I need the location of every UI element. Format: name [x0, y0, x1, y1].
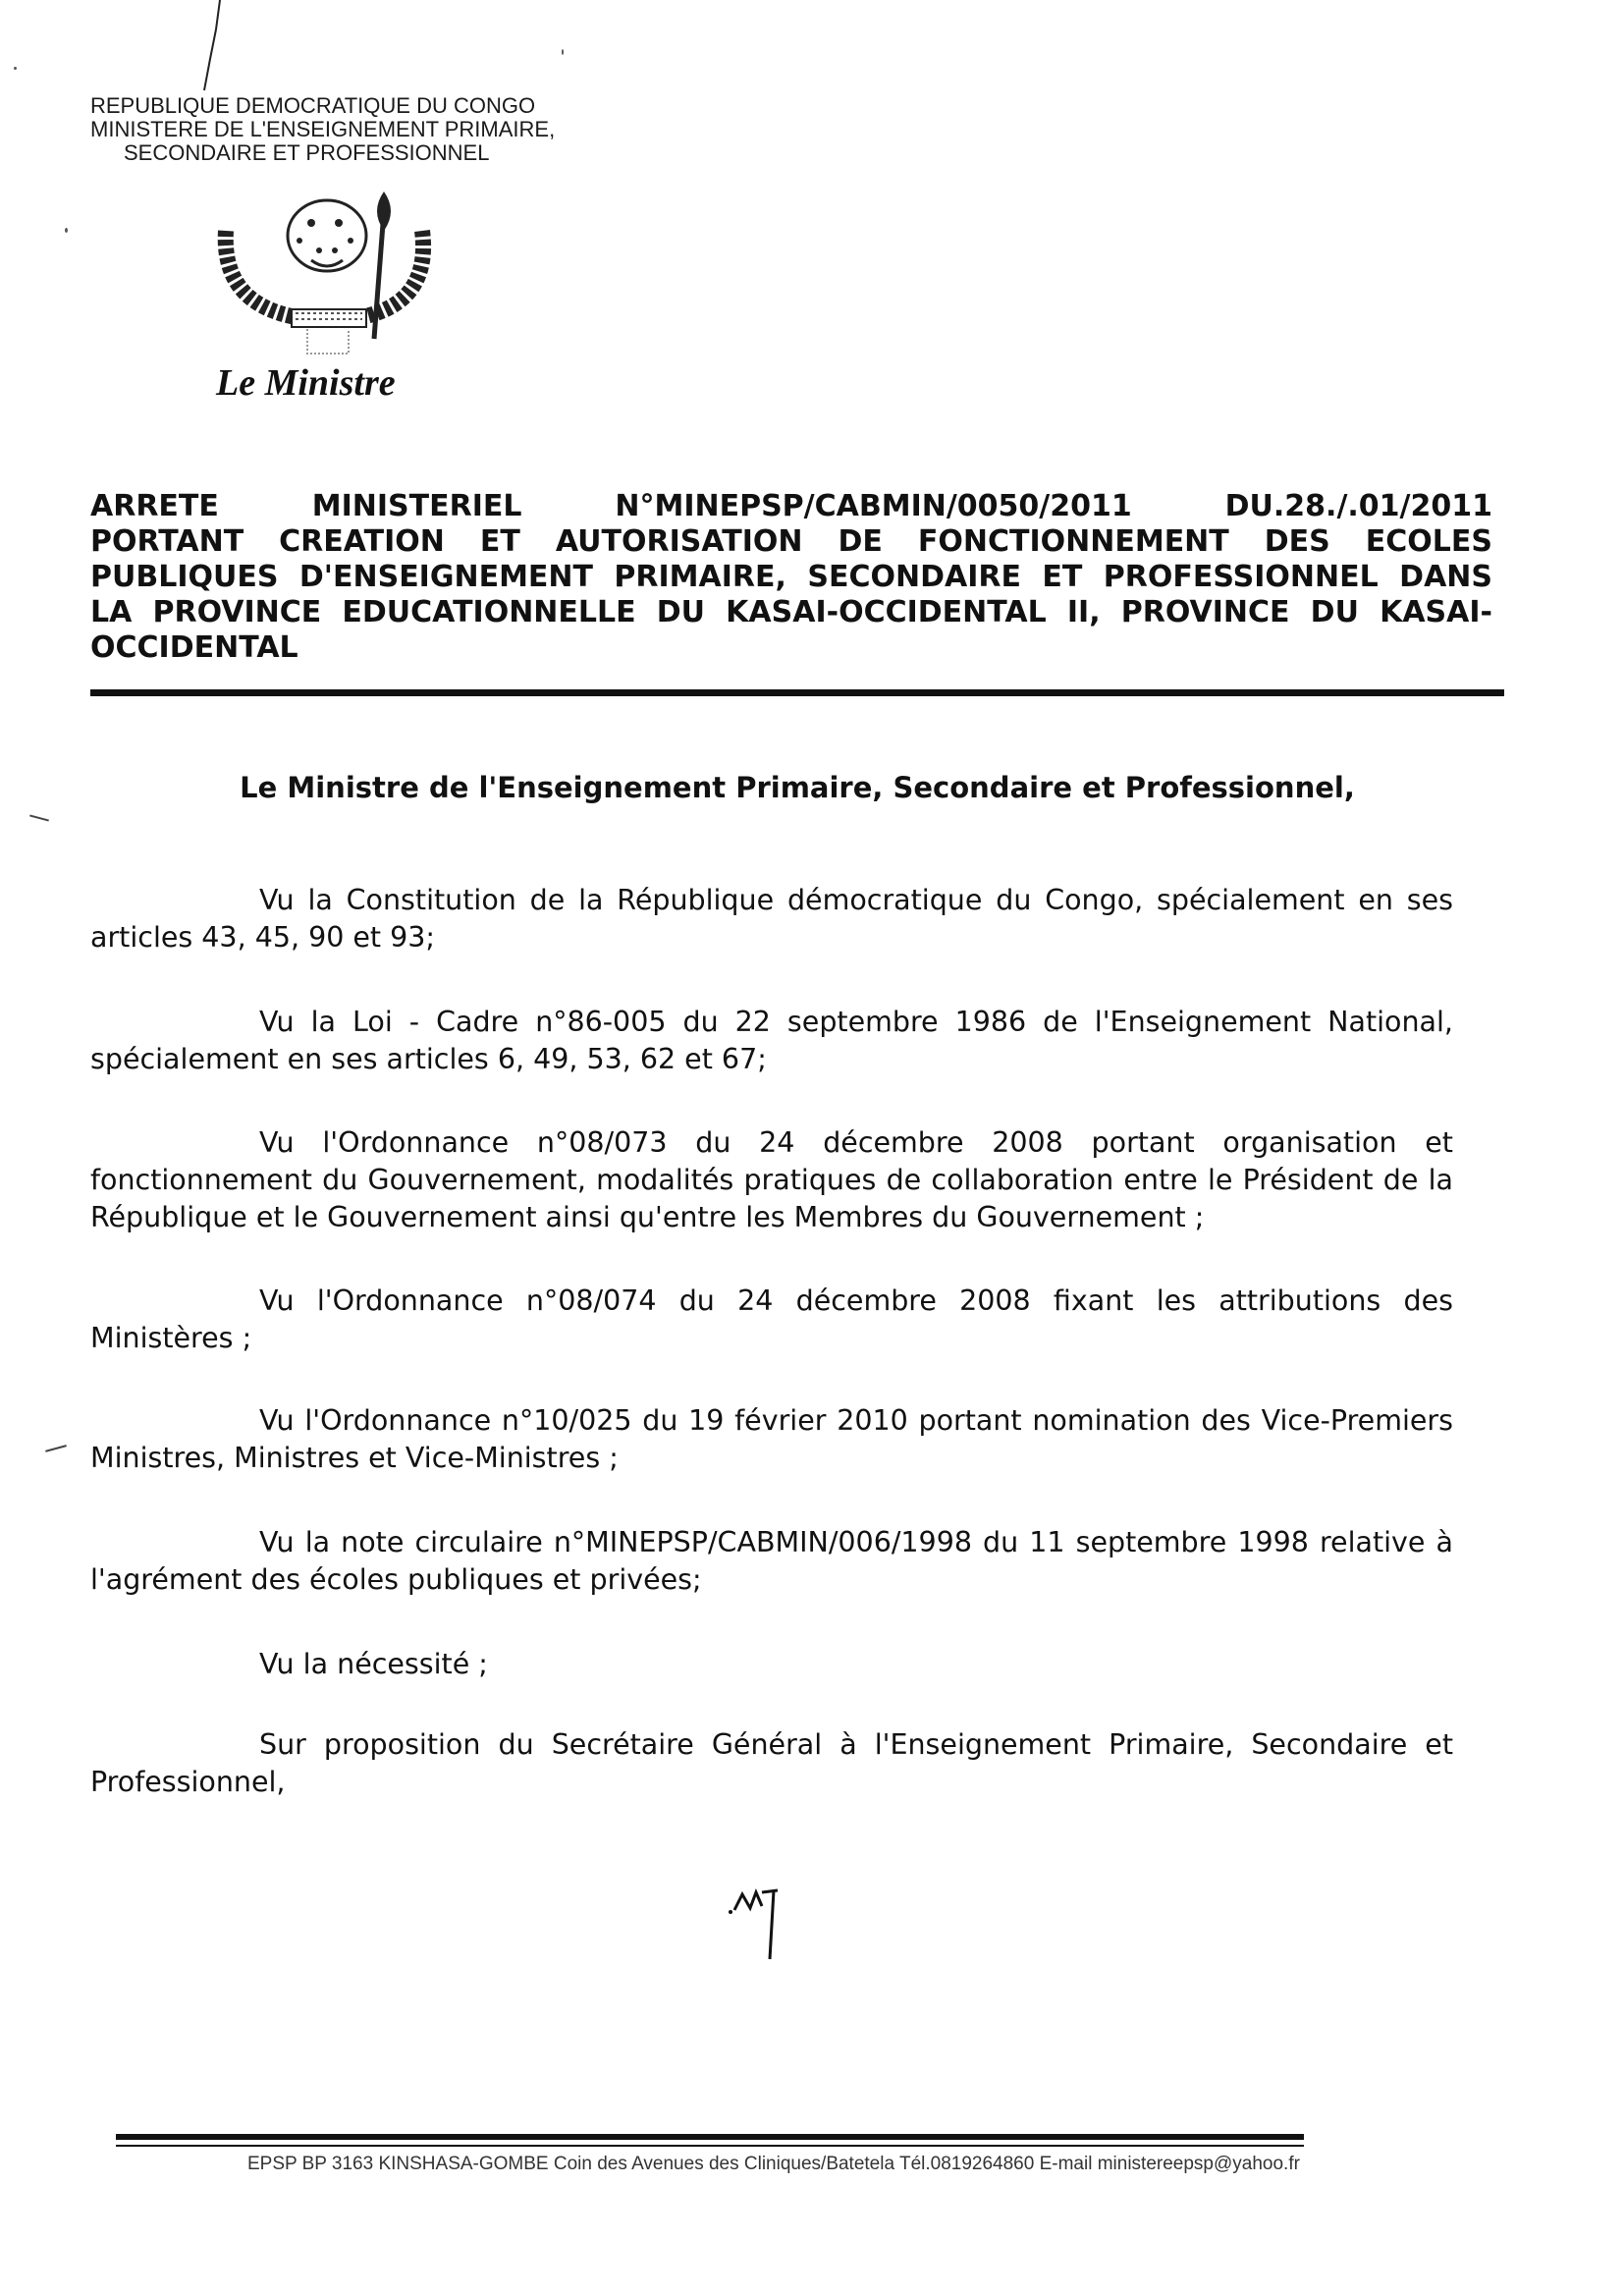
initials-mark — [727, 1881, 815, 1969]
minister-signature-label: Le Ministre — [216, 362, 396, 404]
preamble: Le Ministre de l'Enseignement Primaire, Secondaire et Professionnel, — [240, 771, 1355, 804]
scan-speck — [562, 49, 564, 55]
decree-number-line — [90, 489, 1492, 524]
title-divider — [90, 689, 1504, 696]
decree-subject-line: PORTANT CREATION ET AUTORISATION DE FONCTIONNEMENT DES ECOLES — [90, 524, 1492, 559]
scan-speck — [14, 67, 17, 70]
letterhead-country: REPUBLIQUE DEMOCRATIQUE DU CONGO — [90, 93, 536, 118]
decree-title — [90, 489, 1492, 666]
decree-date: DU.28./.01/2011 — [1224, 489, 1492, 523]
scan-dash — [29, 814, 49, 821]
recital-paragraph: Vu la Loi - Cadre n°86-005 du 22 septembre 1986 de l'Enseignement National, spécialement en ses articles 6, 49, 53, 62 et 67; — [90, 1006, 1453, 1075]
letterhead-ministry: MINISTERE DE L'ENSEIGNEMENT PRIMAIRE, — [90, 117, 556, 141]
recital-paragraph: Vu l'Ordonnance n°08/073 du 24 décembre 2008 portant organisation et fonctionnement du Gouvernement, modalités pratiques de collaboration entre le Président de la République et le Gouvernement ainsi qu'entre les Membres du Gouvernement ; — [90, 1126, 1453, 1233]
recital-paragraph: Vu l'Ordonnance n°10/025 du 19 février 2010 portant nomination des Vice-Premiers Ministres, Ministres et Vice-Ministres ; — [90, 1404, 1453, 1474]
footer-rule-thin — [116, 2145, 1304, 2147]
coat-of-arms-icon — [201, 191, 457, 358]
decree-type-word: ARRETE — [90, 489, 219, 523]
recital-paragraph: Vu la note circulaire n°MINEPSP/CABMIN/006/1998 du 11 septembre 1998 relative à l'agrément des écoles publiques et privées; — [90, 1526, 1453, 1596]
decree-number: N°MINEPSP/CABMIN/0050/2011 — [615, 489, 1132, 523]
decree-type-word-2: MINISTERIEL — [311, 489, 522, 523]
scan-speck — [65, 228, 68, 233]
footer-rule-thick — [116, 2134, 1304, 2140]
recital-paragraph: Vu la nécessité ; — [259, 1648, 488, 1680]
recital-paragraph: Vu l'Ordonnance n°08/074 du 24 décembre 2008 fixant les attributions des Ministères ; — [90, 1284, 1453, 1354]
recital-paragraph: Vu la Constitution de la République démocratique du Congo, spécialement en ses articles 43, 45, 90 et 93; — [90, 884, 1453, 954]
scan-dash — [45, 1445, 67, 1452]
decree-subject-line: OCCIDENTAL — [90, 630, 298, 665]
recital-paragraph: Sur proposition du Secrétaire Général à l'Enseignement Primaire, Secondaire et Professionnel, — [90, 1728, 1453, 1798]
letterhead-ministry-cont: SECONDAIRE ET PROFESSIONNEL — [124, 140, 490, 165]
decree-subject-line: LA PROVINCE EDUCATIONNELLE DU KASAI-OCCIDENTAL II, PROVINCE DU KASAI- — [90, 595, 1492, 629]
letterhead — [90, 94, 555, 165]
footer-address: EPSP BP 3163 KINSHASA-GOMBE Coin des Avenues des Cliniques/Batetela Tél.0819264860 E-mail ministereepsp@yahoo.fr — [247, 2154, 1300, 2174]
decree-subject-line: PUBLIQUES D'ENSEIGNEMENT PRIMAIRE, SECONDAIRE ET PROFESSIONNEL DANS — [90, 560, 1492, 594]
scan-mark-top — [177, 0, 236, 98]
